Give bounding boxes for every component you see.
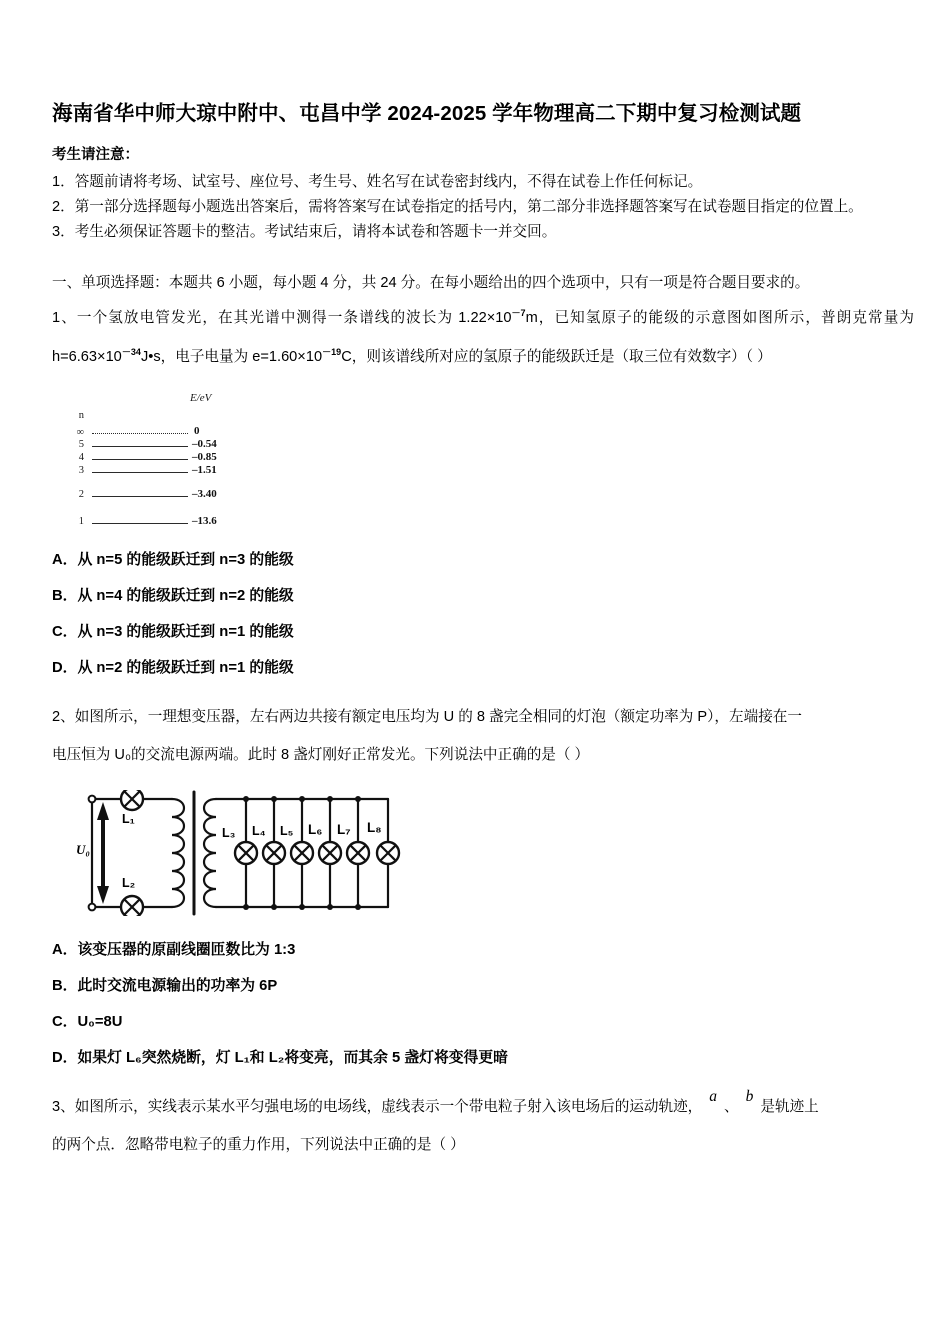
energy-level-line-1 [92, 523, 188, 524]
option-text: 从 n=5 的能级跃迁到 n=3 的能级 [77, 551, 294, 568]
energy-level-value-2: –3.40 [192, 487, 217, 500]
question-1-option-a[interactable] [52, 542, 914, 578]
option-text: 该变压器的原副线圈匝数比为 1:3 [77, 941, 296, 958]
energy-n-symbol: n [78, 409, 84, 421]
question-2-number: 2、 [52, 708, 75, 725]
option-label: A． [52, 941, 78, 958]
question-3-number: 3、 [52, 1098, 75, 1115]
energy-level-line-5 [92, 446, 188, 447]
question-1-option-c[interactable] [52, 614, 914, 650]
notice-line-1: 1．答题前请将考场、试室号、座位号、考生号、姓名写在试卷密封线内，不得在试卷上作任何标记。 [52, 174, 703, 190]
lamp-L5-icon [291, 842, 313, 864]
question-2-option-a[interactable] [52, 932, 914, 968]
energy-level-value-1: –13.6 [192, 514, 217, 527]
energy-level-value-3: –1.51 [192, 463, 217, 476]
question-2-option-c[interactable] [52, 1004, 914, 1040]
source-voltage-arrow [97, 802, 109, 904]
lamp-L7-icon [347, 842, 369, 864]
question-1-number: 1、 [52, 309, 77, 326]
option-text: 从 n=4 的能级跃迁到 n=2 的能级 [77, 587, 294, 604]
energy-level-label-2: 2 [78, 488, 84, 500]
option-text: 如果灯 L₆突然烧断，灯 L₁和 L₂将变亮，而其余 5 盏灯将变得更暗 [77, 1049, 508, 1066]
question-1-text-part-2: m，已知氢原子的能级的示意图如图所示，普朗克常量为 h=6.63×10 [52, 309, 914, 365]
circuit-lamp-label-L1: L₁ [122, 811, 135, 826]
section-heading: 一、单项选择题：本题共 6 小题，每小题 4 分，共 24 分。在每小题给出的四个选项中，只有一项是符合题目要求的。 [52, 275, 810, 291]
option-label: D． [52, 659, 78, 676]
question-2-option-b[interactable] [52, 968, 914, 1004]
option-text: 从 n=2 的能级跃迁到 n=1 的能级 [77, 659, 294, 676]
lamp-L2-icon [121, 896, 143, 916]
option-label: A． [52, 551, 78, 568]
circuit-lamp-label-L7: L₇ [337, 821, 351, 837]
lamp-L1-icon [121, 790, 143, 810]
energy-level-label-5: 5 [78, 438, 84, 450]
option-text: U₀=8U [77, 1013, 123, 1030]
lamp-L3-icon [235, 842, 257, 864]
question-3-text-line-1b: 是轨迹上 [760, 1098, 819, 1115]
question-1-stem [52, 296, 914, 374]
question-3-text-line-1a: 如图所示，实线表示某水平匀强电场的电场线，虚线表示一个带电粒子射入该电场后的运动轨迹， [74, 1098, 703, 1115]
option-label: C． [52, 623, 78, 640]
question-3-stem-line-1 [52, 1088, 914, 1126]
question-2-stem-line-2: 电压恒为 U₀的交流电源两端。此时 8 盏灯刚好正常发光。下列说法中正确的是（ ） [52, 746, 590, 763]
energy-level-line-3 [92, 472, 188, 473]
notice-line-2: 2．第一部分选择题每小题选出答案后，需将答案写在试卷指定的括号内，第二部分非选择题答案写在试卷题目指定的位置上。 [52, 199, 863, 215]
option-label: D． [52, 1049, 78, 1066]
circuit-lamp-label-L5: L₅ [280, 823, 294, 838]
option-label: B． [52, 977, 78, 994]
question-3-point-b: b [745, 1087, 754, 1105]
notice-heading: 考生请注意： [52, 147, 139, 163]
energy-axis-label: E/eV [190, 391, 212, 404]
energy-level-label-4: 4 [78, 451, 84, 463]
energy-level-label-1: 1 [78, 515, 84, 527]
transformer-circuit-svg [76, 790, 406, 916]
circuit-lamp-label-L4: L₄ [252, 823, 266, 838]
energy-level-label-3: 3 [78, 464, 84, 476]
energy-level-line-2 [92, 496, 188, 497]
question-1-text-part-3: J•s，电子电量为 e=1.60×10 [140, 348, 323, 365]
option-text: 此时交流电源输出的功率为 6P [77, 977, 278, 994]
energy-level-value-inf: 0 [194, 424, 200, 437]
question-2-option-d[interactable] [52, 1040, 914, 1076]
question-3-stem-line-2: 的两个点．忽略带电粒子的重力作用，下列说法中正确的是（ ） [52, 1136, 465, 1153]
question-1-text-part-1: 一个氢放电管发光，在其光谱中测得一条谱线的波长为 1.22×10 [76, 309, 512, 326]
question-1-text-part-4: C，则该谱线所对应的氢原子的能级跃迁是（取三位有效数字）（ ） [341, 348, 772, 365]
energy-level-label-inf: ∞ [76, 426, 84, 438]
circuit-lamp-label-L2: L₂ [122, 875, 136, 890]
circuit-source-label: U₀ [76, 841, 90, 857]
lamp-L8-icon [377, 842, 399, 864]
circuit-lamp-label-L6: L₆ [308, 821, 323, 837]
question-1-exponent-2: －34 [121, 346, 141, 357]
question-1-option-d[interactable] [52, 650, 914, 686]
energy-level-value-5: –0.54 [192, 437, 217, 450]
lamp-L6-icon [319, 842, 341, 864]
energy-level-line-4 [92, 459, 188, 460]
notice-line-3: 3．考生必须保证答题卡的整洁。考试结束后，请将本试卷和答题卡一并交回。 [52, 224, 557, 240]
circuit-lamp-label-L3: L₃ [222, 825, 236, 840]
option-label: B． [52, 587, 78, 604]
page-content [52, 100, 914, 1164]
ideal-transformer-circuit [76, 790, 416, 918]
circuit-lamp-label-L8: L₈ [367, 819, 382, 835]
question-1-exponent-1: －7 [511, 308, 526, 318]
question-3-point-a: a [709, 1087, 718, 1105]
question-1-exponent-3: －19 [322, 346, 342, 357]
option-text: 从 n=3 的能级跃迁到 n=1 的能级 [77, 623, 294, 640]
page-title: 海南省华中师大琼中附中、屯昌中学 2024-2025 学年物理高二下期中复习检测试题 [52, 102, 802, 125]
question-2-text-line-1: 如图所示，一理想变压器，左右两边共接有额定电压均为 U 的 8 盏完全相同的灯泡（额定功率为 P），左端接在一 [74, 708, 802, 725]
lamp-L4-icon [263, 842, 285, 864]
question-1-option-b[interactable] [52, 578, 914, 614]
question-2-stem-line-1 [52, 698, 914, 736]
hydrogen-energy-level-diagram [70, 392, 370, 532]
energy-level-line-inf [92, 433, 188, 434]
energy-level-value-4: –0.85 [192, 450, 217, 463]
option-label: C． [52, 1013, 78, 1030]
question-3-separator: 、 [724, 1098, 739, 1115]
